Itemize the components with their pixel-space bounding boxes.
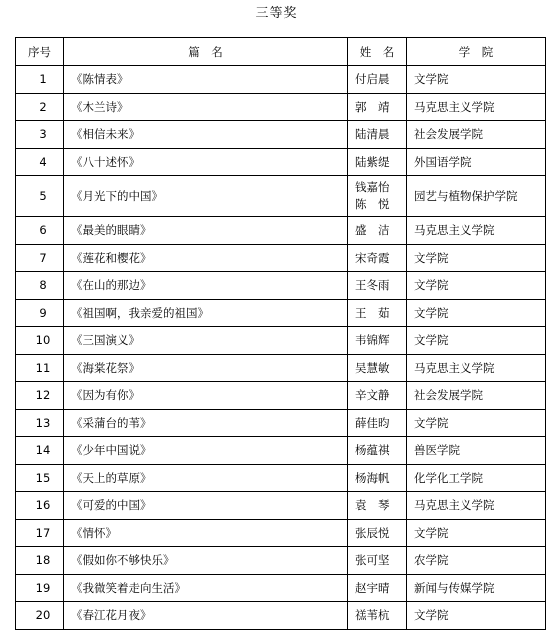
author-name: 赵宇晴	[348, 574, 407, 602]
header-college: 学 院	[407, 38, 546, 66]
row-number: 18	[16, 547, 64, 575]
college-name: 文学院	[407, 244, 546, 272]
table-row	[16, 574, 546, 602]
row-number: 9	[16, 299, 64, 327]
header-name: 姓 名	[348, 38, 407, 66]
row-number: 6	[16, 217, 64, 245]
college-name: 马克思主义学院	[407, 354, 546, 382]
row-number: 11	[16, 354, 64, 382]
table-row	[16, 121, 546, 149]
piece-title: 《陈情表》	[64, 66, 348, 94]
row-number: 8	[16, 272, 64, 300]
table-body	[16, 66, 546, 630]
college-name: 文学院	[407, 66, 546, 94]
college-name: 马克思主义学院	[407, 217, 546, 245]
piece-title: 《天上的草原》	[64, 464, 348, 492]
author-name: 韦锦辉	[348, 327, 407, 355]
author-name: 禚苇杭	[348, 602, 407, 630]
author-name: 宋奇霞	[348, 244, 407, 272]
piece-title: 《采蒲台的苇》	[64, 409, 348, 437]
row-number: 19	[16, 574, 64, 602]
college-name: 新闻与传媒学院	[407, 574, 546, 602]
piece-title: 《假如你不够快乐》	[64, 547, 348, 575]
row-number: 1	[16, 66, 64, 94]
author-name: 薛佳昀	[348, 409, 407, 437]
table-row	[16, 492, 546, 520]
row-number: 7	[16, 244, 64, 272]
college-name: 文学院	[407, 272, 546, 300]
author-name: 袁 琴	[348, 492, 407, 520]
row-number: 10	[16, 327, 64, 355]
piece-title: 《最美的眼睛》	[64, 217, 348, 245]
table-row	[16, 327, 546, 355]
college-name: 社会发展学院	[407, 382, 546, 410]
college-name: 农学院	[407, 547, 546, 575]
table-row	[16, 272, 546, 300]
author-name: 钱嘉怡	[355, 180, 390, 194]
table-row	[16, 382, 546, 410]
college-name: 社会发展学院	[407, 121, 546, 149]
row-number: 4	[16, 148, 64, 176]
table-row	[16, 519, 546, 547]
piece-title: 《莲花和樱花》	[64, 244, 348, 272]
piece-title: 《月光下的中国》	[64, 176, 348, 217]
college-name: 外国语学院	[407, 148, 546, 176]
college-name: 马克思主义学院	[407, 93, 546, 121]
author-name: 付启晨	[348, 66, 407, 94]
college-name: 文学院	[407, 602, 546, 630]
table-row	[16, 354, 546, 382]
table-row	[16, 602, 546, 630]
piece-title: 《少年中国说》	[64, 437, 348, 465]
row-number: 3	[16, 121, 64, 149]
author-name: 杨蕴祺	[348, 437, 407, 465]
piece-title: 《祖国啊，我亲爱的祖国》	[64, 299, 348, 327]
author-name: 吴慧敏	[348, 354, 407, 382]
author-name: 王冬雨	[348, 272, 407, 300]
author-name: 辛文静	[348, 382, 407, 410]
table-row	[16, 464, 546, 492]
piece-title: 《在山的那边》	[64, 272, 348, 300]
author-name: 郭 靖	[348, 93, 407, 121]
piece-title: 《三国演义》	[64, 327, 348, 355]
author-name: 张辰悦	[348, 519, 407, 547]
college-name: 文学院	[407, 519, 546, 547]
author-name: 杨海帆	[348, 464, 407, 492]
piece-title: 《情怀》	[64, 519, 348, 547]
piece-title: 《春江花月夜》	[64, 602, 348, 630]
table-row	[16, 217, 546, 245]
row-number: 16	[16, 492, 64, 520]
piece-title: 《八十述怀》	[64, 148, 348, 176]
college-name: 文学院	[407, 299, 546, 327]
college-name: 园艺与植物保护学院	[407, 176, 546, 217]
table-row	[16, 409, 546, 437]
row-number: 2	[16, 93, 64, 121]
table-row	[16, 299, 546, 327]
piece-title: 《相信未来》	[64, 121, 348, 149]
author-name: 王 茹	[348, 299, 407, 327]
piece-title: 《可爱的中国》	[64, 492, 348, 520]
row-number: 17	[16, 519, 64, 547]
author-names	[348, 176, 407, 217]
award-level-title: 三等奖	[255, 6, 298, 21]
table-row	[16, 93, 546, 121]
table-row	[16, 176, 546, 217]
table-header-row	[16, 38, 546, 66]
college-name: 化学化工学院	[407, 464, 546, 492]
piece-title: 《我微笑着走向生活》	[64, 574, 348, 602]
row-number: 13	[16, 409, 64, 437]
header-piece-title: 篇 名	[64, 38, 348, 66]
table-row	[16, 244, 546, 272]
college-name: 兽医学院	[407, 437, 546, 465]
table-row	[16, 437, 546, 465]
college-name: 文学院	[407, 327, 546, 355]
row-number: 20	[16, 602, 64, 630]
header-serial-number: 序号	[16, 38, 64, 66]
college-name: 文学院	[407, 409, 546, 437]
piece-title: 《木兰诗》	[64, 93, 348, 121]
table-row	[16, 148, 546, 176]
table-row	[16, 66, 546, 94]
row-number: 14	[16, 437, 64, 465]
author-name: 陆清晨	[348, 121, 407, 149]
row-number: 15	[16, 464, 64, 492]
author-name: 张可坚	[348, 547, 407, 575]
piece-title: 《因为有你》	[64, 382, 348, 410]
college-name: 马克思主义学院	[407, 492, 546, 520]
row-number: 5	[16, 176, 64, 217]
table-row	[16, 547, 546, 575]
row-number: 12	[16, 382, 64, 410]
piece-title: 《海棠花祭》	[64, 354, 348, 382]
author-name: 盛 洁	[348, 217, 407, 245]
author-name: 陆紫缇	[348, 148, 407, 176]
author-name-second: 陈 悦	[355, 197, 390, 211]
award-table	[15, 37, 546, 630]
